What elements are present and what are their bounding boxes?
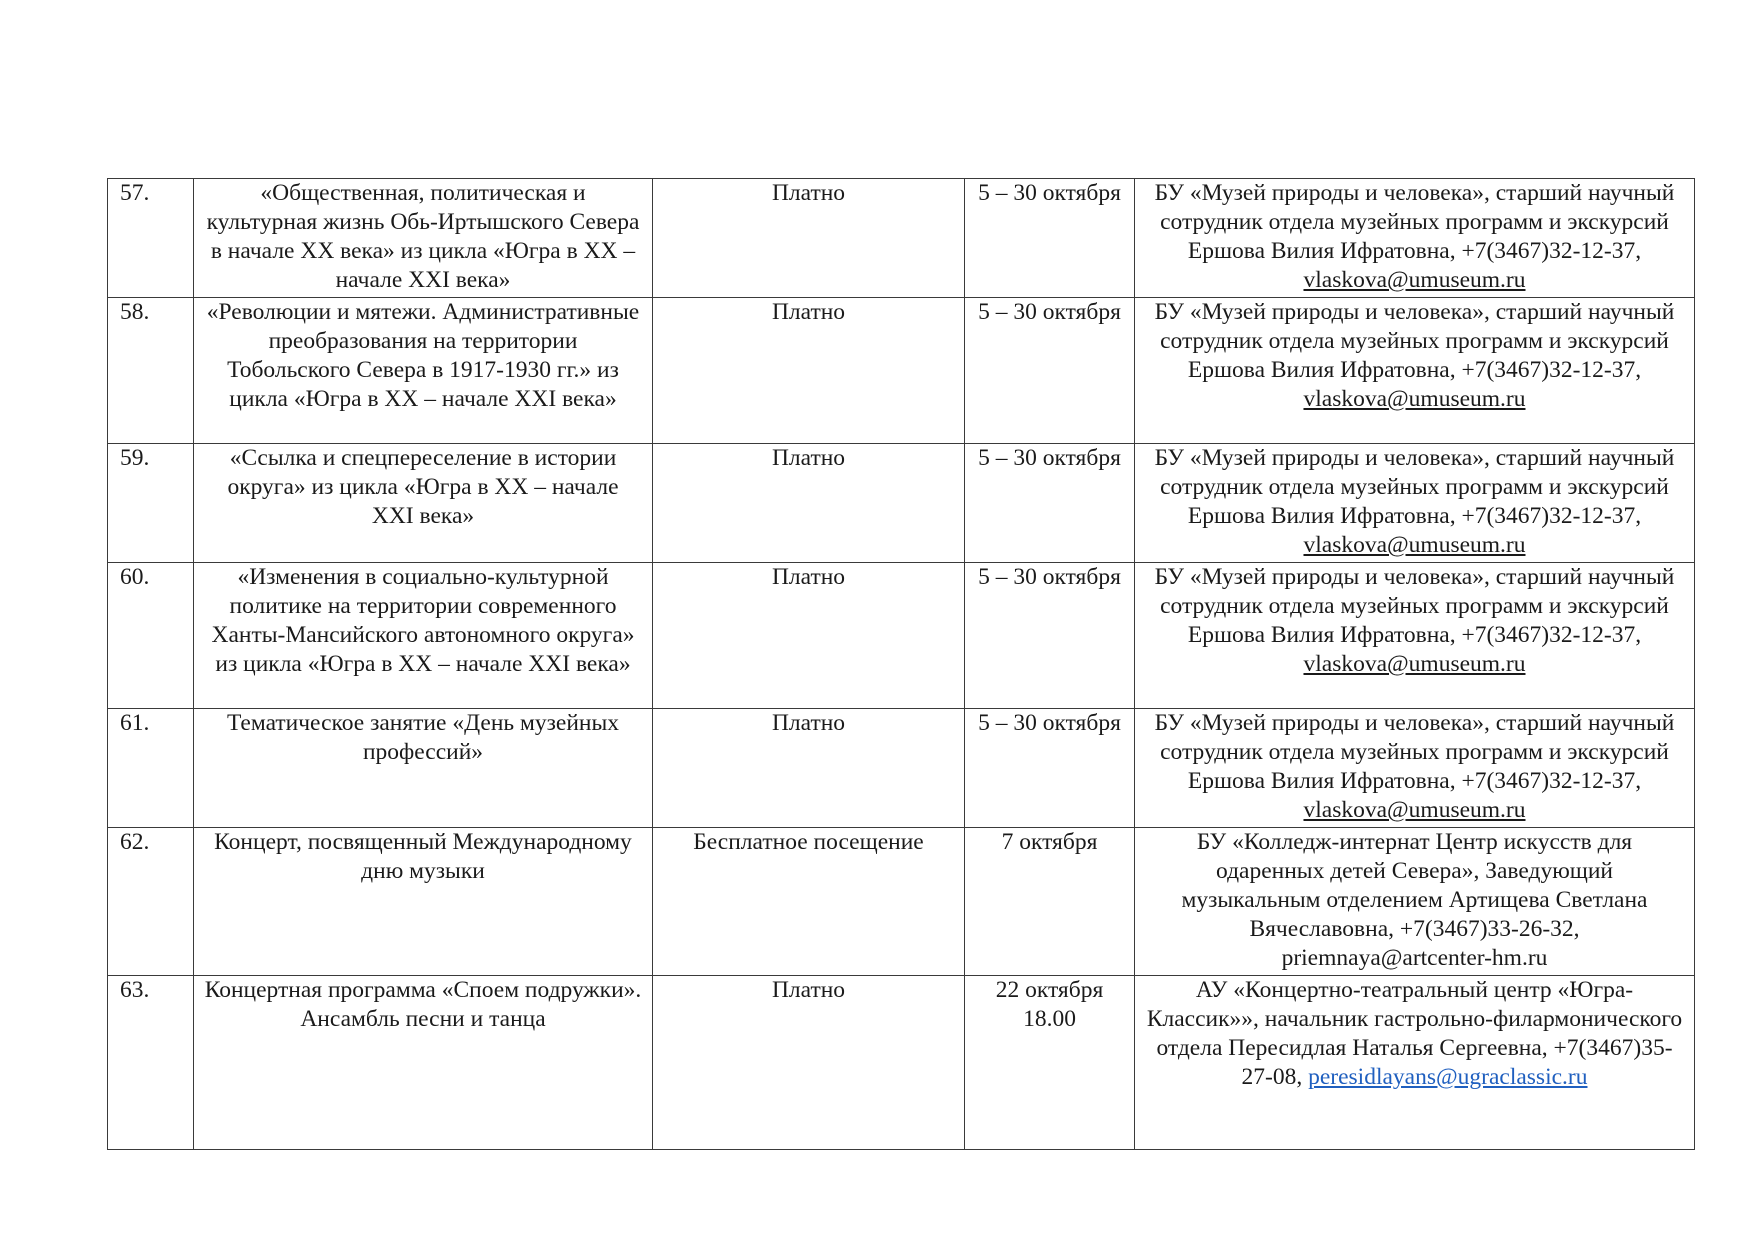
- events-table: [107, 178, 1695, 1150]
- contact-text: БУ «Музей природы и человека», старший научный сотрудник отдела музейных программ и экскурсий Ершова Вилия Ифратовна, +7(3467)32-12-37,: [1154, 299, 1675, 383]
- event-date: 5 – 30 октября: [965, 563, 1135, 709]
- event-date: 22 октября 18.00: [965, 976, 1135, 1150]
- contact-info: [1135, 828, 1695, 976]
- table-row: [108, 976, 1695, 1150]
- event-title: Концерт, посвященный Международному дню музыки: [194, 828, 653, 976]
- event-date: 7 октября: [965, 828, 1135, 976]
- row-number: 60.: [108, 563, 194, 709]
- event-title: «Общественная, политическая и культурная жизнь Обь-Иртышского Севера в начале XX века» из цикла «Югра в XX – начале XXI века»: [194, 179, 653, 298]
- email-link[interactable]: peresidlayans@ugraclassic.ru: [1308, 1064, 1588, 1090]
- table-row: [108, 828, 1695, 976]
- payment-type: Бесплатное посещение: [653, 828, 965, 976]
- email-link[interactable]: vlaskova@umuseum.ru: [1303, 386, 1526, 412]
- contact-info: [1135, 298, 1695, 444]
- contact-text: БУ «Музей природы и человека», старший научный сотрудник отдела музейных программ и экскурсий Ершова Вилия Ифратовна, +7(3467)32-12-37,: [1154, 180, 1675, 264]
- payment-type: Платно: [653, 179, 965, 298]
- event-title: Концертная программа «Споем подружки». Ансамбль песни и танца: [194, 976, 653, 1150]
- event-date: 5 – 30 октября: [965, 179, 1135, 298]
- table-row: [108, 709, 1695, 828]
- event-date: 5 – 30 октября: [965, 298, 1135, 444]
- row-number: 59.: [108, 444, 194, 563]
- contact-text: БУ «Музей природы и человека», старший научный сотрудник отдела музейных программ и экскурсий Ершова Вилия Ифратовна, +7(3467)32-12-37,: [1154, 710, 1675, 794]
- email-link[interactable]: vlaskova@umuseum.ru: [1303, 797, 1526, 823]
- event-title: «Революции и мятежи. Административные преобразования на территории Тобольского Севера в 1917-1930 гг.» из цикла «Югра в XX – начале XXI века»: [194, 298, 653, 444]
- contact-info: [1135, 709, 1695, 828]
- contact-info: [1135, 179, 1695, 298]
- contact-text: АУ «Концертно-театральный центр «Югра-Классик»», начальник гастрольно-филармонического отдела Пересидлая Наталья Сергеевна, +7(3467)35-27-08,: [1146, 977, 1683, 1090]
- event-date: 5 – 30 октября: [965, 709, 1135, 828]
- event-title: «Изменения в социально-культурной политике на территории современного Ханты-Мансийского автономного округа» из цикла «Югра в XX – начале XXI века»: [194, 563, 653, 709]
- payment-type: Платно: [653, 444, 965, 563]
- payment-type: Платно: [653, 976, 965, 1150]
- event-title: «Ссылка и спецпереселение в истории округа» из цикла «Югра в XX – начале XXI века»: [194, 444, 653, 563]
- row-number: 63.: [108, 976, 194, 1150]
- contact-info: [1135, 563, 1695, 709]
- payment-type: Платно: [653, 709, 965, 828]
- row-number: 61.: [108, 709, 194, 828]
- contact-text: БУ «Музей природы и человека», старший научный сотрудник отдела музейных программ и экскурсий Ершова Вилия Ифратовна, +7(3467)32-12-37,: [1154, 445, 1675, 529]
- contact-text: БУ «Музей природы и человека», старший научный сотрудник отдела музейных программ и экскурсий Ершова Вилия Ифратовна, +7(3467)32-12-37,: [1154, 564, 1675, 648]
- email-link[interactable]: vlaskova@umuseum.ru: [1303, 651, 1526, 677]
- row-number: 58.: [108, 298, 194, 444]
- email-link[interactable]: vlaskova@umuseum.ru: [1303, 532, 1526, 558]
- table-row: [108, 179, 1695, 298]
- table-row: [108, 444, 1695, 563]
- table-row: [108, 563, 1695, 709]
- event-title: Тематическое занятие «День музейных профессий»: [194, 709, 653, 828]
- email-link[interactable]: vlaskova@umuseum.ru: [1303, 267, 1526, 293]
- row-number: 62.: [108, 828, 194, 976]
- payment-type: Платно: [653, 298, 965, 444]
- event-date: 5 – 30 октября: [965, 444, 1135, 563]
- table-row: [108, 298, 1695, 444]
- contact-info: [1135, 444, 1695, 563]
- contact-info: [1135, 976, 1695, 1150]
- row-number: 57.: [108, 179, 194, 298]
- payment-type: Платно: [653, 563, 965, 709]
- contact-text: БУ «Колледж-интернат Центр искусств для одаренных детей Севера», Заведующий музыкальным отделением Артищева Светлана Вячеславовна, +7(3467)33-26-32, priemnaya@artcenter-hm.ru: [1181, 829, 1648, 971]
